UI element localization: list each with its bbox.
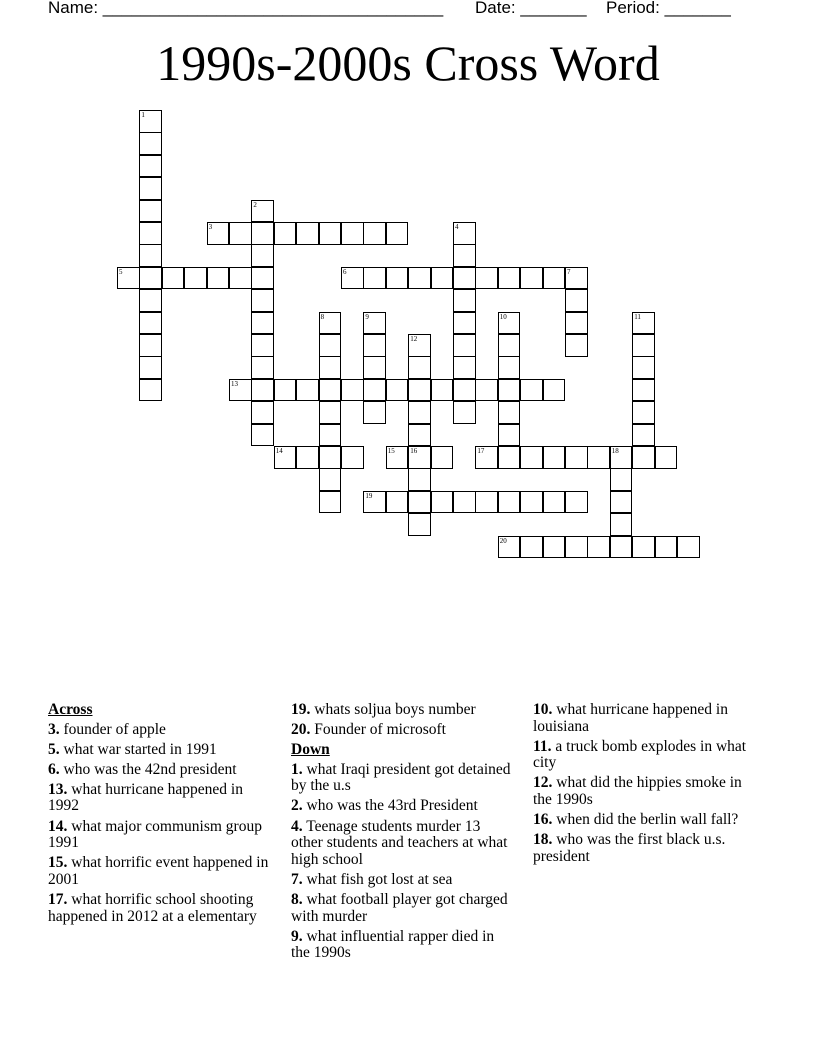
clue-text: what football player got charged with murder (291, 890, 508, 925)
grid-cell[interactable] (610, 513, 633, 536)
grid-cell[interactable] (139, 155, 162, 178)
clue-number: 11. (533, 737, 552, 755)
clue-number-label: 15 (387, 447, 395, 455)
grid-cell[interactable] (251, 334, 274, 357)
grid-cell[interactable] (341, 446, 364, 469)
clue-text: Founder of microsoft (314, 721, 446, 739)
clue-down-7 (291, 872, 516, 889)
grid-cell[interactable] (296, 446, 319, 469)
grid-cell[interactable] (498, 424, 521, 447)
grid-cell[interactable] (386, 267, 409, 290)
grid-cell[interactable] (408, 446, 431, 469)
grid-cell[interactable] (363, 334, 386, 357)
across-heading: Across (48, 701, 93, 718)
clue-number-label: 11 (634, 312, 641, 321)
grid-cell[interactable] (162, 267, 185, 290)
grid-cell[interactable] (274, 379, 297, 402)
grid-cell[interactable] (363, 401, 386, 424)
grid-cell[interactable] (632, 401, 655, 424)
grid-cell[interactable] (565, 267, 588, 290)
clue-text: what did the hippies smoke in the 1990s (533, 774, 742, 808)
grid-cell[interactable] (139, 200, 162, 223)
clue-number-label: 16 (410, 447, 418, 455)
grid-cell[interactable] (632, 536, 655, 559)
grid-cell[interactable] (632, 334, 655, 357)
grid-cell[interactable] (543, 446, 566, 469)
grid-cell[interactable] (565, 491, 588, 514)
clue-down-10 (533, 702, 758, 735)
grid-cell[interactable] (319, 334, 342, 357)
grid-cell[interactable] (363, 312, 386, 335)
clue-number-label: 20 (499, 536, 507, 545)
grid-cell[interactable] (139, 312, 162, 335)
grid-cell[interactable] (475, 267, 498, 290)
clue-number-label: 7 (567, 267, 571, 276)
clue-number-label: 10 (499, 312, 507, 321)
grid-cell[interactable] (408, 334, 431, 357)
grid-cell[interactable] (543, 267, 566, 290)
clue-number-label: 6 (343, 267, 347, 276)
grid-cell[interactable] (274, 446, 297, 469)
grid-cell[interactable] (184, 267, 207, 290)
grid-cell[interactable] (610, 468, 633, 491)
clue-number: 15. (48, 854, 68, 872)
grid-cell[interactable] (677, 536, 700, 559)
grid-cell[interactable] (386, 222, 409, 245)
grid-cell[interactable] (610, 536, 633, 559)
grid-cell[interactable] (229, 267, 252, 290)
grid-cell[interactable] (251, 424, 274, 447)
grid-cell[interactable] (319, 312, 342, 335)
clue-number: 20. (291, 721, 311, 739)
grid-cell[interactable] (408, 491, 431, 514)
grid-cell[interactable] (565, 536, 588, 559)
grid-cell[interactable] (251, 401, 274, 424)
grid-cell[interactable] (520, 491, 543, 514)
grid-cell[interactable] (431, 491, 454, 514)
grid-cell[interactable] (341, 379, 364, 402)
grid-cell[interactable] (543, 536, 566, 559)
grid-cell[interactable] (498, 379, 521, 402)
grid-cell[interactable] (543, 379, 566, 402)
clue-text: what horrific event happened in 2001 (48, 854, 269, 888)
grid-cell[interactable] (498, 312, 521, 335)
grid-cell[interactable] (117, 267, 140, 290)
grid-cell[interactable] (319, 468, 342, 491)
clue-text: who was the first black u.s. president (533, 831, 726, 865)
grid-cell[interactable] (498, 536, 521, 559)
grid-cell[interactable] (139, 177, 162, 200)
date-field[interactable]: Date: _______ (475, 0, 587, 17)
grid-cell[interactable] (251, 312, 274, 335)
clue-text: what horrific school shooting happened in 2012 at a elementary (48, 890, 257, 925)
grid-cell[interactable] (296, 222, 319, 245)
clue-across-5 (48, 742, 273, 759)
grid-cell[interactable] (363, 491, 386, 514)
clue-across-14 (48, 819, 273, 852)
clue-across-20 (291, 722, 516, 739)
clue-across-15 (48, 855, 273, 888)
grid-cell[interactable] (207, 267, 230, 290)
grid-cell[interactable] (565, 289, 588, 312)
grid-cell[interactable] (274, 222, 297, 245)
period-field[interactable]: Period: _______ (606, 0, 731, 17)
grid-cell[interactable] (319, 446, 342, 469)
grid-cell[interactable] (139, 222, 162, 245)
clue-across-19 (291, 702, 516, 719)
clue-number: 17. (48, 890, 68, 908)
clue-number: 8. (291, 890, 303, 908)
clue-column-2 (291, 702, 516, 965)
grid-cell[interactable] (453, 222, 476, 245)
clue-number-label: 9 (365, 312, 369, 321)
clue-number: 12. (533, 774, 553, 792)
grid-cell[interactable] (565, 446, 588, 469)
grid-cell[interactable] (251, 200, 274, 223)
grid-cell[interactable] (655, 536, 678, 559)
grid-cell[interactable] (139, 356, 162, 379)
down-heading: Down (291, 741, 330, 759)
grid-cell[interactable] (453, 334, 476, 357)
grid-cell[interactable] (565, 334, 588, 357)
clue-down-11 (533, 739, 758, 772)
grid-cell[interactable] (453, 379, 476, 402)
name-field[interactable]: Name: ____________________________________ (48, 0, 444, 17)
clue-number-label: 13 (231, 379, 238, 388)
clue-text: what Iraqi president got detained by the u.s (291, 760, 511, 795)
grid-cell[interactable] (632, 312, 655, 335)
clue-number: 14. (48, 817, 68, 835)
clue-across-17 (48, 892, 273, 925)
grid-cell[interactable] (655, 446, 678, 469)
clue-number: 10. (533, 701, 553, 718)
grid-cell[interactable] (319, 491, 342, 514)
grid-cell[interactable] (587, 536, 610, 559)
grid-cell[interactable] (431, 267, 454, 290)
grid-cell[interactable] (251, 289, 274, 312)
grid-cell[interactable] (139, 244, 162, 267)
grid-cell[interactable] (408, 468, 431, 491)
grid-cell[interactable] (453, 401, 476, 424)
clue-down-1 (291, 762, 516, 795)
grid-cell[interactable] (587, 446, 610, 469)
grid-cell[interactable] (296, 379, 319, 402)
clue-number-label: 19 (365, 491, 373, 500)
grid-cell[interactable] (207, 222, 230, 245)
grid-cell[interactable] (319, 222, 342, 245)
clue-text: a truck bomb explodes in what city (533, 737, 747, 772)
grid-cell[interactable] (632, 356, 655, 379)
grid-cell[interactable] (431, 379, 454, 402)
grid-cell[interactable] (251, 244, 274, 267)
grid-cell[interactable] (632, 379, 655, 402)
grid-cell[interactable] (431, 446, 454, 469)
grid-cell[interactable] (229, 379, 252, 402)
clue-down-18 (533, 832, 758, 865)
clue-number: 3. (48, 720, 60, 738)
grid-cell[interactable] (319, 356, 342, 379)
grid-cell[interactable] (498, 491, 521, 514)
grid-cell[interactable] (319, 424, 342, 447)
grid-cell[interactable] (565, 312, 588, 335)
clue-down-8 (291, 892, 516, 925)
grid-cell[interactable] (453, 244, 476, 267)
clue-text: what hurricane happened in louisiana (533, 701, 728, 735)
clue-across-3 (48, 722, 273, 739)
grid-cell[interactable] (408, 379, 431, 402)
grid-cell[interactable] (498, 446, 521, 469)
clue-column-1 (48, 702, 273, 929)
grid-cell[interactable] (408, 424, 431, 447)
clue-text: what influential rapper died in the 1990s (291, 927, 495, 962)
grid-cell[interactable] (251, 356, 274, 379)
clue-number: 19. (291, 701, 311, 718)
grid-cell[interactable] (520, 446, 543, 469)
clue-down-2 (291, 798, 516, 815)
grid-cell[interactable] (632, 424, 655, 447)
grid-cell[interactable] (453, 491, 476, 514)
clue-number-label: 14 (275, 447, 283, 455)
grid-cell[interactable] (498, 267, 521, 290)
grid-cell[interactable] (475, 379, 498, 402)
grid-cell[interactable] (341, 267, 364, 290)
grid-cell[interactable] (498, 356, 521, 379)
clue-text: what war started in 1991 (63, 740, 217, 758)
clue-number: 5. (48, 740, 60, 758)
grid-cell[interactable] (341, 222, 364, 245)
clue-number: 13. (48, 780, 68, 798)
grid-cell[interactable] (251, 222, 274, 245)
clue-number-label: 2 (253, 200, 257, 209)
clue-down-9 (291, 929, 516, 962)
clue-number: 2. (291, 797, 303, 815)
clue-text: whats soljua boys number (314, 701, 476, 718)
clue-down-12 (533, 775, 758, 808)
clue-text: what major communism group 1991 (48, 817, 262, 852)
clue-down-16 (533, 812, 758, 829)
clue-across-13 (48, 782, 273, 815)
grid-cell[interactable] (475, 446, 498, 469)
grid-cell[interactable] (251, 267, 274, 290)
clue-down-4 (291, 819, 516, 869)
grid-cell[interactable] (453, 312, 476, 335)
grid-cell[interactable] (610, 446, 633, 469)
clue-number-label: 1 (141, 111, 145, 119)
clue-number: 6. (48, 760, 60, 778)
grid-cell[interactable] (408, 401, 431, 424)
clue-number-label: 17 (477, 447, 485, 455)
grid-cell[interactable] (363, 267, 386, 290)
clue-text: who was the 42nd president (63, 760, 237, 778)
clue-number: 7. (291, 870, 303, 888)
clue-number: 4. (291, 817, 303, 835)
grid-cell[interactable] (139, 132, 162, 155)
grid-cell[interactable] (363, 379, 386, 402)
grid-cell[interactable] (453, 267, 476, 290)
grid-cell[interactable] (386, 446, 409, 469)
grid-cell[interactable] (319, 379, 342, 402)
grid-cell[interactable] (453, 356, 476, 379)
grid-cell[interactable] (386, 379, 409, 402)
grid-cell[interactable] (139, 289, 162, 312)
grid-cell[interactable] (632, 446, 655, 469)
clue-number-label: 18 (611, 447, 619, 455)
clue-text: when did the berlin wall fall? (556, 811, 739, 829)
grid-cell[interactable] (139, 379, 162, 402)
clue-across-6 (48, 762, 273, 779)
grid-cell[interactable] (475, 491, 498, 514)
grid-cell[interactable] (139, 110, 162, 133)
grid-cell[interactable] (363, 222, 386, 245)
clue-number: 1. (291, 760, 303, 778)
grid-cell[interactable] (498, 401, 521, 424)
grid-cell[interactable] (386, 491, 409, 514)
clue-text: what fish got lost at sea (306, 870, 453, 888)
grid-cell[interactable] (408, 513, 431, 536)
grid-cell[interactable] (543, 491, 566, 514)
grid-cell[interactable] (408, 267, 431, 290)
clue-text: Teenage students murder 13 other students and teachers at what high school (291, 817, 508, 868)
clue-text: who was the 43rd President (306, 797, 478, 815)
grid-cell[interactable] (408, 356, 431, 379)
clue-text: founder of apple (63, 720, 166, 738)
clue-number-label: 8 (320, 312, 325, 321)
grid-cell[interactable] (520, 536, 543, 559)
clue-number-label: 12 (410, 335, 418, 343)
grid-cell[interactable] (229, 222, 252, 245)
page-title: 1990s-2000s Cross Word (156, 35, 660, 91)
clue-column-3 (533, 702, 758, 869)
grid-cell[interactable] (520, 379, 543, 402)
grid-cell[interactable] (319, 401, 342, 424)
grid-cell[interactable] (453, 289, 476, 312)
grid-cell[interactable] (139, 267, 162, 290)
clue-number: 18. (533, 831, 553, 849)
grid-cell[interactable] (139, 334, 162, 357)
clue-text: what hurricane happened in 1992 (48, 780, 243, 815)
clue-number-label: 5 (119, 267, 123, 276)
clue-number: 16. (533, 811, 553, 829)
clue-number-label: 4 (455, 223, 459, 231)
grid-cell[interactable] (363, 356, 386, 379)
grid-cell[interactable] (520, 267, 543, 290)
grid-cell[interactable] (251, 379, 274, 402)
clue-number-label: 3 (208, 223, 213, 231)
grid-cell[interactable] (498, 334, 521, 357)
grid-cell[interactable] (610, 491, 633, 514)
clue-number: 9. (291, 927, 303, 945)
